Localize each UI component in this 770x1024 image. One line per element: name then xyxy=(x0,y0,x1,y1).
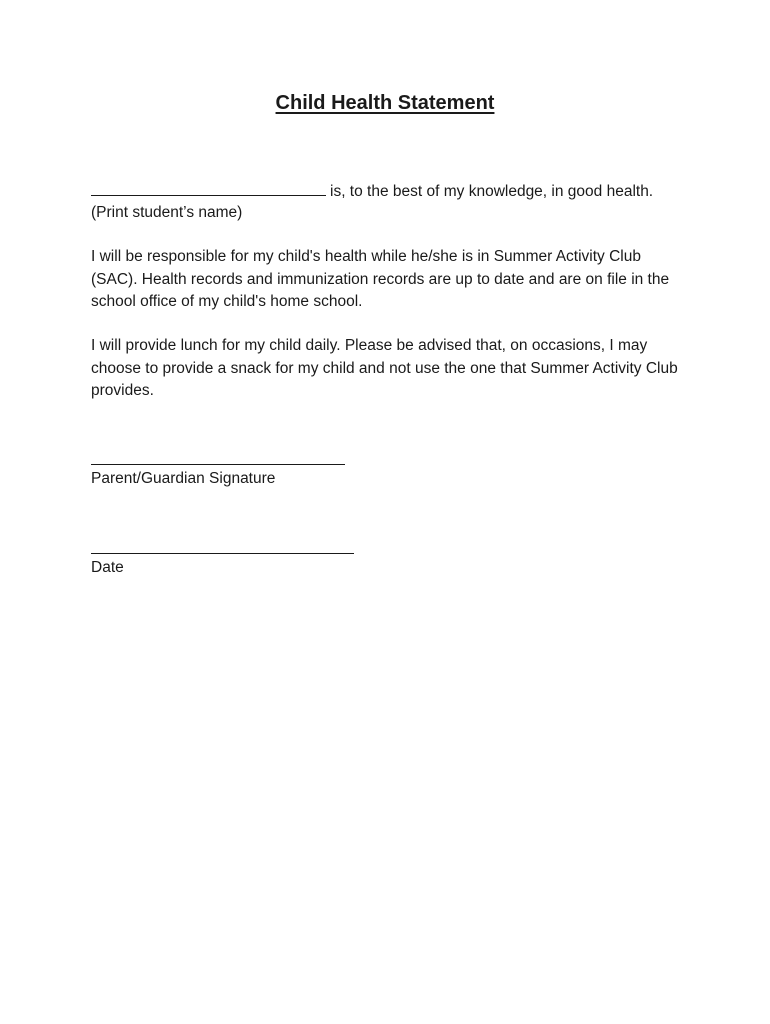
signature-label: Parent/Guardian Signature xyxy=(91,470,276,487)
lunch-paragraph: I will provide lunch for my child daily. Please be advised that, on occasions, I may choose to provide a snack for my child and not use the one that Summer Activity Club provides. xyxy=(91,337,678,399)
document-title: Child Health Statement xyxy=(275,92,495,114)
student-name-caption: (Print student’s name) xyxy=(91,204,243,221)
student-name-blank-line[interactable] xyxy=(91,180,326,196)
responsibility-paragraph: I will be responsible for my child's health while he/she is in Summer Activity Club (SAC). Health records and immunization records are up to date and are on file in the school office of my child's home school. xyxy=(91,248,670,310)
date-blank-line[interactable] xyxy=(91,553,354,554)
date-label: Date xyxy=(91,559,124,576)
signature-blank-line[interactable] xyxy=(91,464,345,465)
student-name-statement xyxy=(91,180,691,204)
student-statement-text: is, to the best of my knowledge, in good health. xyxy=(330,183,654,200)
